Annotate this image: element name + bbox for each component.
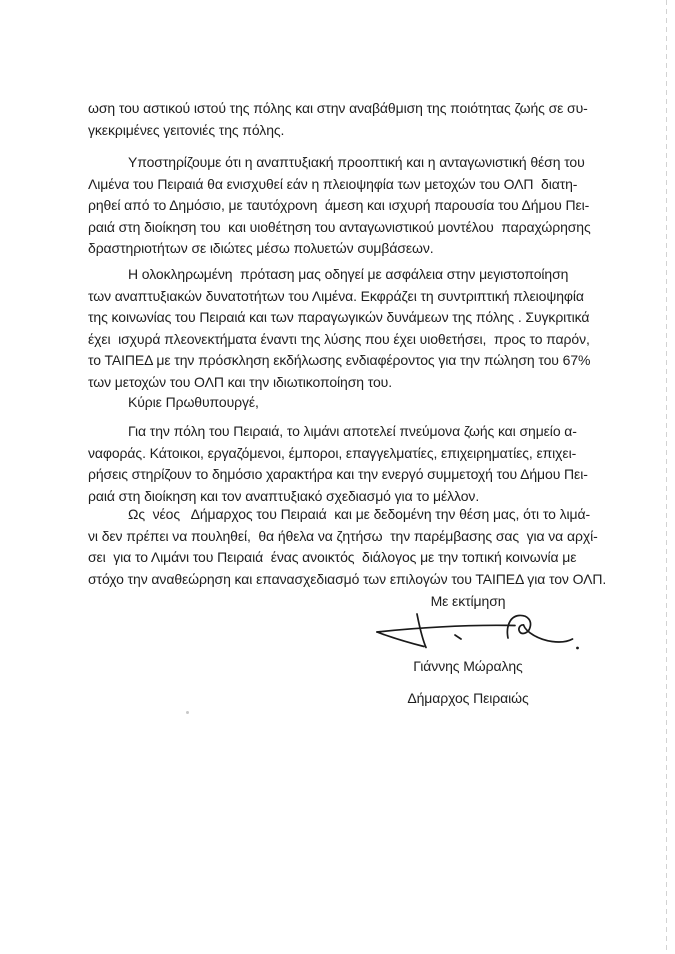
letter-line: της κοινωνίας του Πειραιά και των παραγωγικών δυνάμεων της πόλης . Συγκριτικά: [88, 309, 590, 325]
scan-artifact-line: [666, 0, 667, 954]
letter-line: έχει ισχυρά πλεονεκτήματα έναντι της λύσης που έχει υιοθετήσει, προς το παρόν,: [88, 330, 590, 347]
signer-title: Δήμαρχος Πειραιώς: [407, 690, 529, 706]
letter-line: ρηθεί από το Δημόσιο, με ταυτόχρονη άμεση και ισχυρή παρουσία του Δήμου Πει-: [88, 197, 590, 213]
letter-line: Για την πόλη του Πειραιά, το λιμάνι αποτελεί πνεύμονα ζωής και σημείο α-: [128, 423, 577, 439]
signer-name: Γιάννης Μώραλης: [413, 658, 523, 674]
salutation: [88, 392, 593, 414]
letter-line: ναφοράς. Κάτοικοι, εργαζόμενοι, έμποροι, επαγγελματίες, επιχειρηματίες, επιχει-: [88, 444, 577, 461]
paragraph: [88, 152, 593, 260]
letter-line: σει για το Λιμάνι του Πειραιά ένας ανοικτός διάλογος με την τοπική κοινωνία με: [88, 549, 577, 565]
letter-line: των μετοχών του ΟΛΠ και την ιδιωτικοποίηση του.: [88, 373, 393, 390]
letter-line: Ως νέος Δήμαρχος του Πειραιά και με δεδομένη την θέση μας, ότι το λιμά-: [128, 506, 590, 522]
letter-line: στόχο την αναθεώρηση και επανασχεδιασμό των επιλογών του ΤΑΙΠΕΔ για τον ΟΛΠ.: [88, 570, 607, 587]
letter-line: Λιμένα του Πειραιά θα ενισχυθεί εάν η πλειοψηφία των μετοχών του ΟΛΠ διατη-: [88, 175, 578, 192]
letter-line: των αναπτυξιακών δυνατοτήτων του Λιμένα. Εκφράζει τη συντριπτική πλειοψηφία: [88, 287, 584, 304]
paragraph: [88, 421, 593, 507]
letter-line: Κύριε Πρωθυπουργέ,: [128, 394, 259, 410]
letter-line: γκεκριμένες γειτονιές της πόλης.: [88, 121, 285, 138]
letter-line: Υποστηρίζουμε ότι η αναπτυξιακή προοπτική και η ανταγωνιστική θέση του: [128, 154, 585, 170]
handwritten-signature-icon: [370, 608, 580, 653]
paragraph: [88, 264, 593, 393]
letter-line: ραιά στη διοίκηση του και υιοθέτηση του ανταγωνιστικού μοντέλου παραχώρησης: [88, 218, 591, 235]
valediction: Με εκτίμηση: [430, 593, 506, 609]
letter-line: ωση του αστικού ιστού της πόλης και στην αναβάθμιση της ποιότητας ζωής σε συ-: [88, 100, 588, 116]
letter-line: νι δεν πρέπει να πουληθεί, θα ήθελα να ζητήσω την παρέμβασης σας για να αρχί-: [88, 527, 598, 544]
letter-line: ρήσεις στηρίζουν το δημόσιο χαρακτήρα και την ενεργό συμμετοχή του Δήμου Πει-: [88, 466, 588, 482]
letter-line: ραιά στη διοίκηση και τον αναπτυξιακό σχεδιασμό για το μέλλον.: [88, 487, 480, 504]
letter-line: δραστηριοτήτων σε ιδιώτες μέσω πολυετών συμβάσεων.: [88, 240, 434, 256]
letter-line: το ΤΑΙΠΕΔ με την πρόσκληση εκδήλωσης ενδιαφέροντος για την πώληση του 67%: [88, 352, 591, 368]
letter-line: Η ολοκληρωμένη πρόταση μας οδηγεί με ασφάλεια στην μεγιστοποίηση: [128, 266, 569, 282]
paragraph: [88, 504, 607, 590]
paragraph: [88, 98, 593, 141]
scan-speck: [186, 711, 189, 714]
